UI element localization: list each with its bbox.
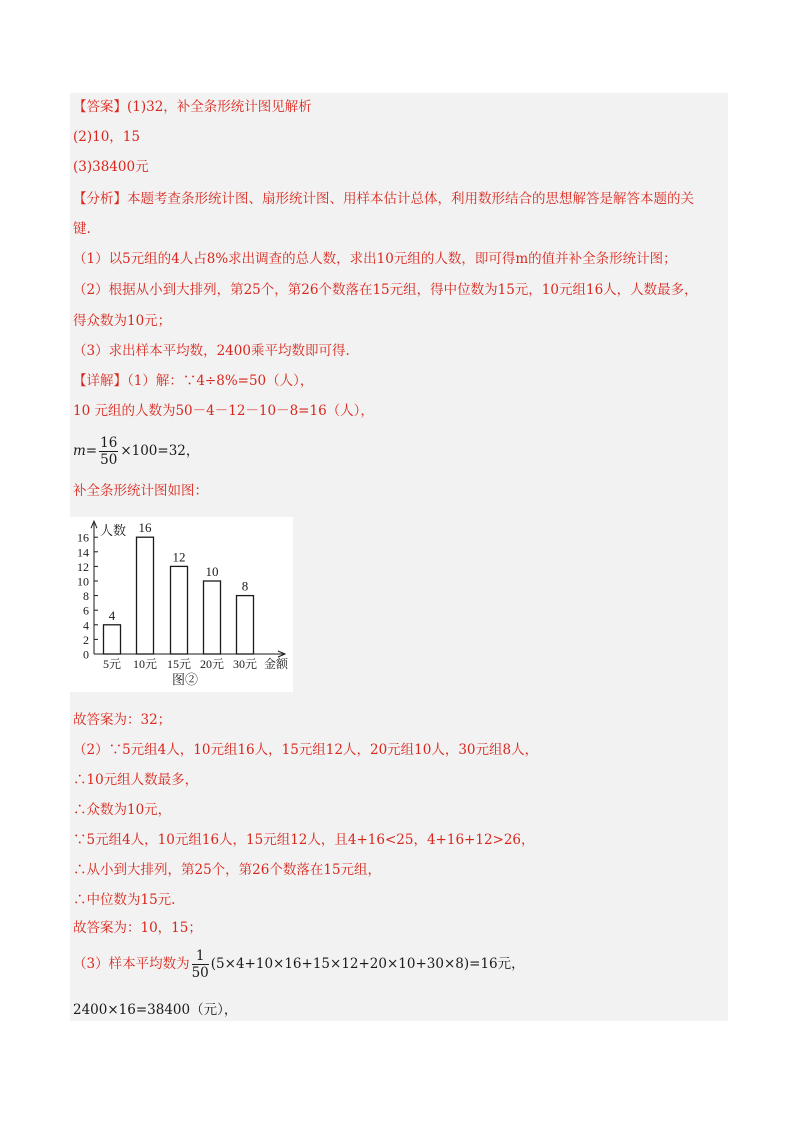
y-tick-label: 10 [77,574,89,589]
fraction-denominator: 50 [100,452,118,468]
x-tick-label: 20元 [199,657,225,671]
detail-line-3 [73,432,199,470]
part3-line-1 [73,945,525,983]
detail-line-1: 【详解】（1）解：∵4÷8%=50（人）， [73,373,314,389]
analysis-line-3: （2）根据从小到大排列，第25个，第26个数落在15元组，得中位数为15元，10元组16人，人数最多， [73,282,698,298]
y-tick-label: 12 [77,559,89,574]
x-tick-label: 30元 [232,657,258,671]
analysis-line-1: 【分析】本题考查条形统计图、扇形统计图、用样本估计总体，利用数形结合的思想解答是解答本题的关 [73,191,694,207]
x-axis-label: 金额 [264,657,289,671]
answer-line-1: 【答案】(1)32，补全条形统计图见解析 [73,99,312,115]
part2-line-4: ∵5元组4人，10元组16人，15元组12人，且4+16<25，4+16+12>26， [73,832,535,848]
fraction-numerator: 16 [100,435,118,451]
answer-conclusion-2: 故答案为：10，15； [73,920,202,936]
data-label: 16 [138,520,152,536]
bar-20元 [204,581,221,654]
part2-line-1: （2）∵5元组4人，10元组16人，15元组12人，20元组10人，30元组8人， [73,742,539,758]
x-tick-label: 15元 [166,657,192,671]
y-tick-label: 14 [77,545,89,560]
data-label: 12 [172,549,186,565]
formula-prefix: m= [73,443,98,459]
data-label: 8 [241,578,249,594]
y-tick-label: 0 [83,647,89,662]
detail-line-4: 补全条形统计图如图： [73,483,208,499]
part3-line-2: 2400×16=38400（元）， [73,1002,238,1018]
y-tick-label: 2 [83,632,89,647]
detail-line-2: 10 元组的人数为50－4－12－10－8=16（人）， [73,403,374,419]
bar-5元 [104,625,121,654]
x-tick-label: 5元 [102,657,122,671]
data-label: 4 [108,607,116,623]
part2-line-6: ∴中位数为15元. [73,892,176,908]
part2-line-3: ∴众数为10元， [73,802,172,818]
part3-denominator: 50 [191,965,209,981]
formula-suffix: ×100=32， [120,443,200,459]
answer-line-2: (2)10，15 [73,129,140,145]
part3-fraction [192,948,209,981]
part3-numerator: 1 [192,948,209,965]
y-tick-label: 4 [83,618,89,633]
bar-chart-container [70,517,293,692]
y-tick-label: 8 [83,589,89,604]
bar-chart [70,517,293,692]
bar-15元 [171,566,188,654]
part2-line-2: ∴10元组人数最多， [73,772,199,788]
analysis-line-2: （1）以5元组的4人占8%求出调查的总人数，求出10元组的人数，即可得m的值并补全条形统计图； [73,251,677,267]
part3-expression: (5×4+10×16+15×12+20×10+30×8)=16元， [210,956,525,972]
analysis-line-1b: 键. [73,221,91,237]
answer-conclusion-1: 故答案为：32； [73,712,172,728]
part2-line-5: ∴从小到大排列，第25个，第26个数落在15元组， [73,862,382,878]
y-tick-label: 16 [77,530,89,545]
part3-prefix: （3）样本平均数为 [73,956,190,972]
chart-caption: 图② [171,672,199,687]
y-tick-label: 6 [83,603,89,618]
bar-10元 [137,537,154,654]
x-tick-label: 10元 [132,657,158,671]
bar-30元 [237,596,254,654]
answer-line-3: (3)38400元 [73,159,149,175]
analysis-line-3b: 得众数为10元； [73,313,172,329]
analysis-line-4: （3）求出样本平均数，2400乘平均数即可得. [73,343,350,359]
y-axis-label: 人数 [100,523,127,539]
data-label: 10 [205,564,219,579]
fraction [99,435,118,468]
